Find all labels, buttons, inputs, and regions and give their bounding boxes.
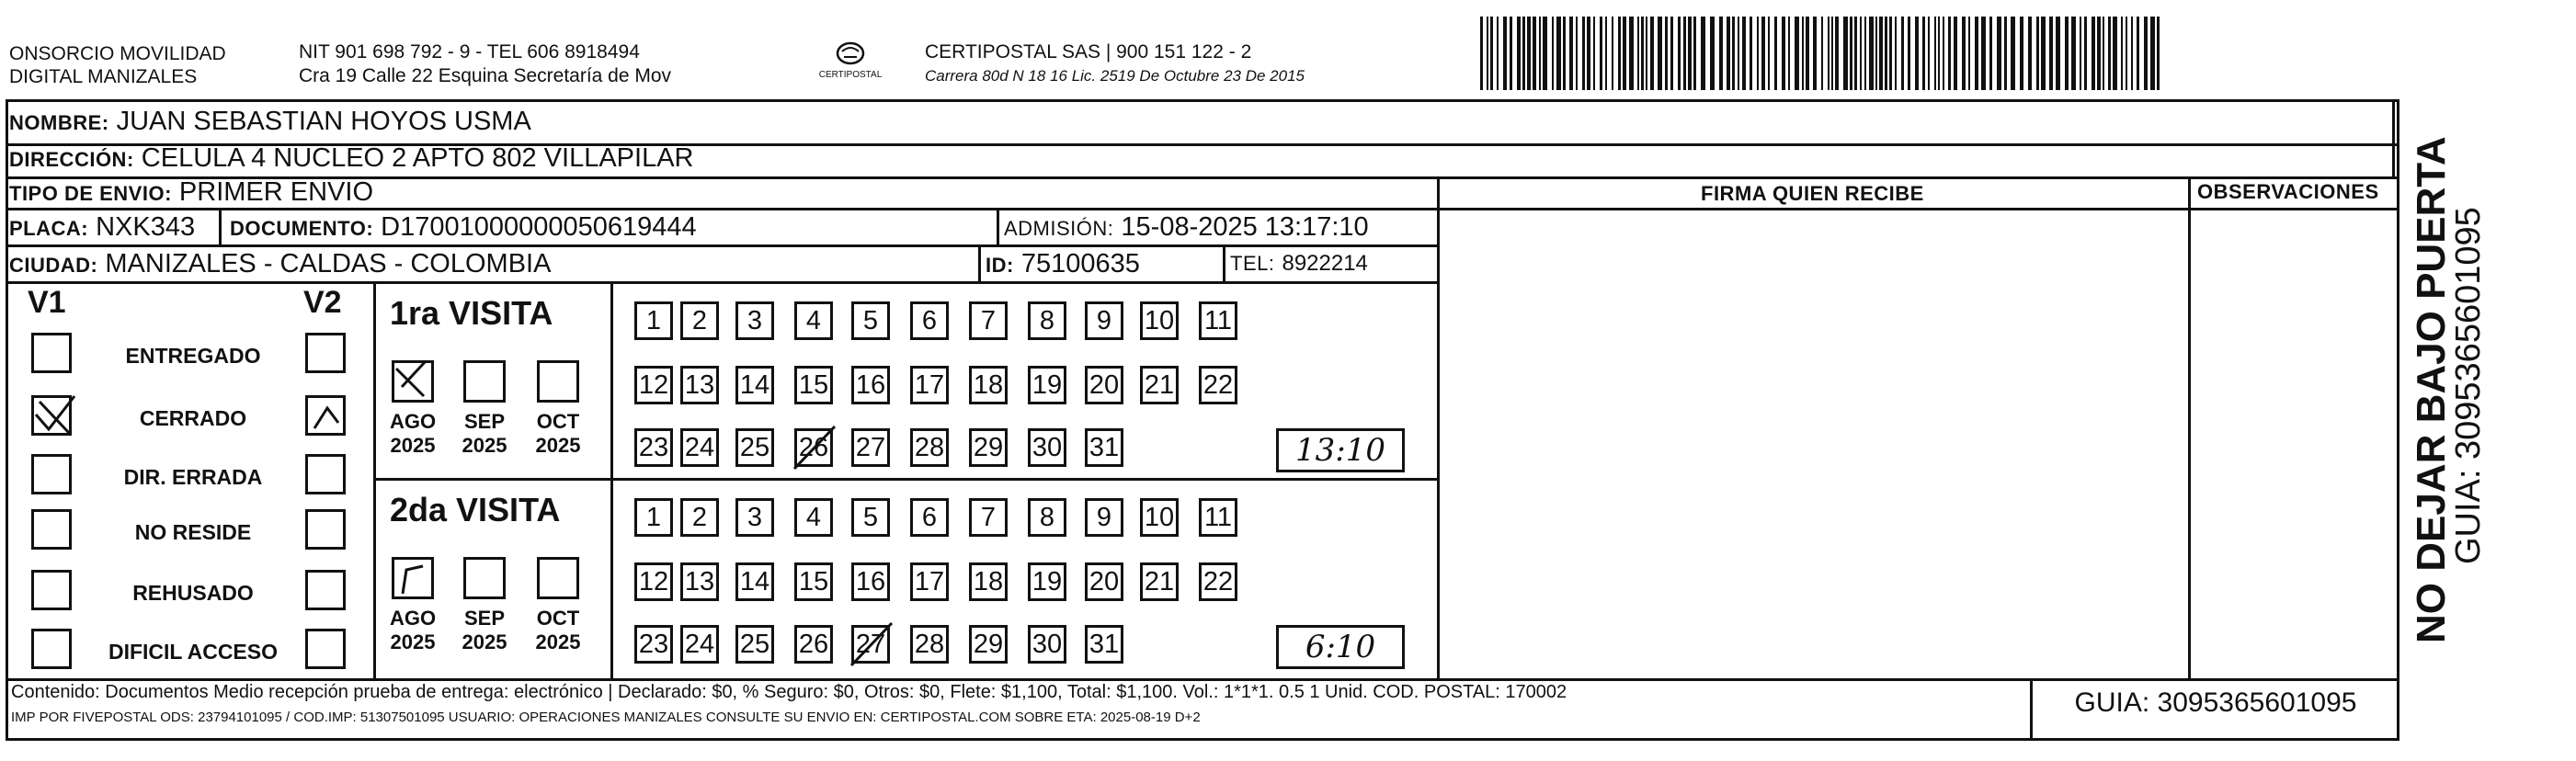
address-value: CELULA 4 NUCLEO 2 APTO 802 VILLAPILAR — [141, 143, 694, 173]
day-box[interactable]: 17 — [910, 562, 949, 601]
v2-checkbox[interactable] — [305, 395, 346, 436]
divider — [997, 210, 999, 244]
id-label: ID: — [986, 254, 1014, 277]
day-box[interactable]: 4 — [794, 301, 833, 340]
barcode-bar — [1768, 17, 1770, 90]
tel-value: 8922214 — [1282, 251, 1368, 276]
divider — [978, 246, 981, 281]
send-type-row — [9, 177, 373, 208]
id-field — [986, 249, 1140, 279]
barcode-bar — [1962, 17, 1966, 90]
month-name: OCT — [536, 410, 580, 433]
address-row — [9, 143, 694, 174]
day-box[interactable]: 5 — [851, 301, 890, 340]
barcode-bar — [1915, 17, 1919, 90]
day-box[interactable]: 6 — [910, 301, 949, 340]
barcode-bar — [1795, 17, 1799, 90]
barcode-bar — [1954, 17, 1957, 90]
day-box[interactable]: 9 — [1085, 498, 1123, 537]
visit-time[interactable]: 13:10 — [1276, 428, 1405, 472]
barcode-bar — [2092, 17, 2095, 90]
v2-checkbox[interactable] — [305, 454, 346, 494]
day-box[interactable]: 11 — [1199, 498, 1237, 537]
document-value: D17001000000050619444 — [381, 212, 697, 242]
divider — [1223, 246, 1225, 281]
barcode-bar — [1843, 17, 1848, 90]
plate-value: NXK343 — [96, 212, 196, 242]
barcode-bar — [1879, 17, 1883, 90]
status-label: DIR. ERRADA — [123, 465, 263, 489]
month-label — [526, 410, 590, 458]
month-checkbox[interactable] — [392, 557, 434, 599]
day-box[interactable]: 27 — [851, 625, 890, 664]
side-warning: NO DEJAR BAJO PUERTA — [2409, 136, 2454, 643]
barcode-bar — [1938, 17, 1940, 90]
month-label — [452, 410, 517, 458]
barcode-bar — [1497, 17, 1499, 90]
name-value: JUAN SEBASTIAN HOYOS USMA — [116, 107, 531, 136]
day-box[interactable]: 22 — [1199, 562, 1237, 601]
month-name: AGO — [389, 607, 437, 630]
barcode-bar — [2113, 17, 2117, 90]
consortium-name-line1: ONSORCIO MOVILIDAD — [9, 43, 226, 64]
barcode-bar — [1934, 17, 1936, 90]
barcode — [1480, 17, 2162, 90]
day-box[interactable]: 23 — [634, 428, 673, 467]
barcode-bar — [2071, 17, 2076, 90]
barcode-bar — [1646, 17, 1647, 90]
barcode-bar — [1533, 17, 1536, 90]
divider — [1437, 176, 1440, 678]
barcode-bar — [2144, 17, 2148, 90]
barcode-bar — [1761, 17, 1765, 90]
contents-line: Contenido: Documentos Medio recepción prueba de entrega: electrónico | Declarado: $0, % Seguro: $0, Otros: $0, Flete: $1,100, Total: $1,100. Vol.: 1*1*1. 0.5 1 Unid. COD. POSTAL: 170002 — [11, 682, 1567, 702]
barcode-bar — [2036, 17, 2039, 90]
barcode-bar — [2049, 17, 2053, 90]
barcode-bar — [1835, 17, 1839, 90]
barcode-bar — [1782, 17, 1785, 90]
day-box[interactable]: 12 — [634, 366, 673, 404]
barcode-bar — [1806, 17, 1809, 90]
barcode-bar — [1738, 17, 1739, 90]
day-box[interactable]: 15 — [794, 562, 833, 601]
barcode-bar — [1975, 17, 1978, 90]
barcode-bar — [1637, 17, 1639, 90]
month-year: 2025 — [535, 434, 581, 457]
barcode-bar — [1710, 17, 1715, 90]
barcode-bar — [1821, 17, 1823, 90]
day-box[interactable]: 25 — [735, 625, 774, 664]
month-label — [381, 607, 445, 654]
day-box[interactable]: 6 — [910, 498, 949, 537]
barcode-bar — [2041, 17, 2046, 90]
check-mark-icon — [305, 395, 346, 436]
barcode-bar — [1928, 17, 1930, 90]
day-box[interactable]: 23 — [634, 625, 673, 664]
month-name: SEP — [463, 607, 506, 630]
divider — [6, 208, 2399, 210]
barcode-bar — [1869, 17, 1874, 90]
barcode-bar — [1719, 17, 1723, 90]
day-box[interactable]: 11 — [1199, 301, 1237, 340]
day-box[interactable]: 7 — [969, 301, 1008, 340]
day-box[interactable]: 21 — [1140, 562, 1179, 601]
barcode-bar — [1605, 17, 1607, 90]
barcode-bar — [1543, 17, 1547, 90]
barcode-bar — [1688, 17, 1692, 90]
barcode-bar — [1854, 17, 1857, 90]
day-box[interactable]: 28 — [910, 625, 949, 664]
barcode-bar — [1885, 17, 1887, 90]
status-label: NO RESIDE — [134, 520, 252, 544]
day-box[interactable]: 31 — [1085, 428, 1123, 467]
barcode-bar — [1701, 17, 1705, 90]
check-mark-icon — [392, 557, 434, 599]
barcode-bar — [1487, 17, 1488, 90]
month-year: 2025 — [390, 434, 436, 457]
month-checkbox[interactable] — [463, 557, 506, 599]
barcode-bar — [1503, 17, 1507, 90]
address-line: Cra 19 Calle 22 Esquina Secretaría de Mov — [299, 65, 672, 86]
barcode-bar — [1895, 17, 1897, 90]
tel-field — [1230, 251, 1368, 277]
barcode-bar — [1618, 17, 1621, 90]
barcode-bar — [1522, 17, 1525, 90]
barcode-bar — [1922, 17, 1925, 90]
month-year: 2025 — [462, 434, 507, 457]
day-box[interactable]: 2 — [680, 301, 719, 340]
barcode-bar — [1623, 17, 1626, 90]
day-box[interactable]: 28 — [910, 428, 949, 467]
v2-label: V2 — [303, 285, 342, 320]
admission-field — [1004, 212, 1369, 243]
month-label — [526, 607, 590, 654]
barcode-bar — [1774, 17, 1777, 90]
logo-icon — [809, 37, 892, 92]
barcode-bar — [2121, 17, 2123, 90]
barcode-bar — [1556, 17, 1561, 90]
status-label: REHUSADO — [132, 581, 254, 605]
observaciones-label: OBSERVACIONES — [2197, 180, 2379, 203]
barcode-bar — [1831, 17, 1833, 90]
visit-title: 1ra VISITA — [390, 294, 553, 332]
barcode-bar — [1901, 17, 1904, 90]
day-box[interactable]: 31 — [1085, 625, 1123, 664]
barcode-bar — [1750, 17, 1752, 90]
day-box[interactable]: 13 — [680, 366, 719, 404]
barcode-bar — [1517, 17, 1521, 90]
barcode-bar — [1563, 17, 1566, 90]
day-box[interactable]: 19 — [1028, 366, 1066, 404]
month-year: 2025 — [535, 630, 581, 653]
city-label: CIUDAD: — [9, 254, 98, 277]
imp-line: IMP POR FIVEPOSTAL ODS: 23794101095 / COD.IMP: 51307501095 USUARIO: OPERACIONES MANIZALES CONSULTE SU ENVIO EN: CERTIPOSTAL.COM SOBRE ETA: 2025-08-19 D+2 — [11, 710, 1201, 725]
barcode-bar — [1582, 17, 1585, 90]
day-box[interactable]: 5 — [851, 498, 890, 537]
barcode-bar — [1943, 17, 1944, 90]
barcode-bar — [1587, 17, 1590, 90]
day-box[interactable]: 29 — [969, 625, 1008, 664]
barcode-bar — [1788, 17, 1790, 90]
id-value: 75100635 — [1020, 249, 1140, 278]
day-box[interactable]: 26 — [794, 625, 833, 664]
day-box[interactable]: 12 — [634, 562, 673, 601]
day-box[interactable]: 27 — [851, 428, 890, 467]
barcode-bar — [1860, 17, 1862, 90]
day-box[interactable]: 30 — [1028, 428, 1066, 467]
barcode-bar — [1908, 17, 1910, 90]
nit-line: NIT 901 698 792 - 9 - TEL 606 8918494 — [299, 41, 640, 62]
city-field — [9, 249, 551, 279]
certipostal-logo — [809, 37, 892, 92]
barcode-bar — [1828, 17, 1829, 90]
month-checkbox[interactable] — [537, 360, 579, 403]
day-box[interactable]: 13 — [680, 562, 719, 601]
barcode-bar — [1732, 17, 1735, 90]
guia-box: GUIA: 3095365601095 — [2074, 687, 2357, 718]
barcode-bar — [1650, 17, 1654, 90]
check-mark-icon — [389, 356, 437, 403]
divider — [219, 210, 222, 244]
consortium-name-line2: DIGITAL MANIZALES — [9, 66, 198, 87]
license-line: Carrera 80d N 18 16 Lic. 2519 De Octubre 23 De 2015 — [925, 67, 1305, 85]
barcode-bar — [1552, 17, 1554, 90]
city-value: MANIZALES - CALDAS - COLOMBIA — [105, 249, 552, 278]
divider — [373, 478, 1438, 481]
name-label: NOMBRE: — [9, 111, 109, 134]
divider — [6, 281, 1440, 284]
barcode-bar — [1889, 17, 1892, 90]
barcode-bar — [2150, 17, 2155, 90]
v1-label: V1 — [28, 285, 66, 320]
status-label: ENTREGADO — [125, 344, 261, 368]
barcode-bar — [1968, 17, 1970, 90]
day-box[interactable]: 20 — [1085, 366, 1123, 404]
side-guia: GUIA: 3095365601095 — [2449, 207, 2488, 564]
day-box[interactable]: 8 — [1028, 498, 1066, 537]
company-line: CERTIPOSTAL SAS | 900 151 122 - 2 — [925, 41, 1252, 62]
firma-label: FIRMA QUIEN RECIBE — [1701, 182, 1924, 205]
barcode-bar — [1948, 17, 1951, 90]
day-box[interactable]: 17 — [910, 366, 949, 404]
status-label: DIFICIL ACCESO — [108, 640, 278, 664]
barcode-bar — [1997, 17, 2001, 90]
barcode-bar — [1600, 17, 1602, 90]
admission-label: ADMISIÓN: — [1004, 217, 1114, 240]
barcode-bar — [1641, 17, 1644, 90]
barcode-bar — [1727, 17, 1730, 90]
day-box[interactable]: 2 — [680, 498, 719, 537]
month-label — [381, 410, 445, 458]
barcode-bar — [1981, 17, 1986, 90]
barcode-bar — [1875, 17, 1877, 90]
document-field — [230, 212, 697, 243]
barcode-bar — [1629, 17, 1634, 90]
day-box[interactable]: 15 — [794, 366, 833, 404]
v2-checkbox[interactable] — [305, 333, 346, 373]
divider — [2030, 678, 2033, 741]
month-year: 2025 — [462, 630, 507, 653]
day-box[interactable]: 30 — [1028, 625, 1066, 664]
barcode-bar — [2028, 17, 2032, 90]
barcode-bar — [1742, 17, 1746, 90]
day-box[interactable]: 3 — [735, 498, 774, 537]
barcode-bar — [1757, 17, 1759, 90]
barcode-bar — [2108, 17, 2111, 90]
day-box[interactable]: 7 — [969, 498, 1008, 537]
barcode-bar — [1665, 17, 1668, 90]
day-box[interactable]: 18 — [969, 366, 1008, 404]
document-label: DOCUMENTO: — [230, 217, 374, 240]
month-name: SEP — [463, 410, 506, 433]
barcode-bar — [2011, 17, 2015, 90]
divider — [2188, 176, 2191, 678]
day-box[interactable]: 8 — [1028, 301, 1066, 340]
barcode-bar — [2131, 17, 2133, 90]
barcode-bar — [2080, 17, 2081, 90]
barcode-bar — [2065, 17, 2069, 90]
barcode-bar — [1539, 17, 1541, 90]
visit-time[interactable]: 6:10 — [1276, 625, 1405, 669]
barcode-bar — [1527, 17, 1531, 90]
barcode-bar — [2056, 17, 2060, 90]
barcode-bar — [1490, 17, 1493, 90]
barcode-bar — [1802, 17, 1804, 90]
day-box[interactable]: 22 — [1199, 366, 1237, 404]
day-box[interactable]: 21 — [1140, 366, 1179, 404]
barcode-bar — [1510, 17, 1512, 90]
barcode-bar — [1593, 17, 1595, 90]
plate-field — [9, 212, 195, 243]
barcode-bar — [2097, 17, 2101, 90]
visit-title: 2da VISITA — [390, 491, 561, 528]
v2-checkbox[interactable] — [305, 570, 346, 610]
name-row — [9, 107, 531, 137]
day-box[interactable]: 24 — [680, 625, 719, 664]
day-box[interactable]: 25 — [735, 428, 774, 467]
v2-checkbox[interactable] — [305, 629, 346, 669]
day-box[interactable]: 16 — [851, 562, 890, 601]
barcode-bar — [1658, 17, 1662, 90]
day-box[interactable]: 3 — [735, 301, 774, 340]
v2-checkbox[interactable] — [305, 509, 346, 550]
day-box[interactable]: 14 — [735, 562, 774, 601]
day-box[interactable]: 1 — [634, 498, 673, 537]
day-box[interactable]: 1 — [634, 301, 673, 340]
day-box[interactable]: 18 — [969, 562, 1008, 601]
day-box[interactable]: 29 — [969, 428, 1008, 467]
barcode-bar — [1569, 17, 1573, 90]
barcode-bar — [1850, 17, 1852, 90]
barcode-bar — [1480, 17, 1483, 90]
barcode-bar — [2020, 17, 2023, 90]
barcode-bar — [2084, 17, 2087, 90]
divider — [2392, 99, 2395, 176]
day-box[interactable]: 16 — [851, 366, 890, 404]
month-name: AGO — [389, 410, 437, 433]
month-label — [452, 607, 517, 654]
month-year: 2025 — [390, 630, 436, 653]
day-box[interactable]: 14 — [735, 366, 774, 404]
barcode-bar — [1612, 17, 1613, 90]
tel-label: TEL: — [1230, 252, 1275, 275]
month-checkbox[interactable] — [463, 360, 506, 403]
barcode-bar — [1864, 17, 1866, 90]
logo-text: CERTIPOSTAL — [818, 70, 883, 80]
barcode-bar — [1813, 17, 1817, 90]
barcode-bar — [1693, 17, 1696, 90]
barcode-bar — [1989, 17, 1992, 90]
barcode-bar — [2137, 17, 2139, 90]
address-label: DIRECCIÓN: — [9, 148, 134, 171]
barcode-bar — [2103, 17, 2104, 90]
barcode-bar — [1678, 17, 1681, 90]
month-checkbox[interactable] — [392, 360, 434, 403]
divider — [6, 678, 2399, 681]
status-label: CERRADO — [139, 406, 247, 430]
barcode-bar — [2157, 17, 2160, 90]
month-checkbox[interactable] — [537, 557, 579, 599]
barcode-bar — [1576, 17, 1578, 90]
barcode-bar — [1670, 17, 1673, 90]
barcode-bar — [1683, 17, 1686, 90]
plate-label: PLACA: — [9, 217, 89, 240]
day-box[interactable]: 26 — [794, 428, 833, 467]
send-type-value: PRIMER ENVIO — [178, 177, 374, 207]
barcode-bar — [2004, 17, 2007, 90]
barcode-bar — [2126, 17, 2127, 90]
admission-value: 15-08-2025 13:17:10 — [1121, 212, 1369, 242]
day-box[interactable]: 24 — [680, 428, 719, 467]
day-box[interactable]: 9 — [1085, 301, 1123, 340]
day-box[interactable]: 4 — [794, 498, 833, 537]
month-name: OCT — [536, 607, 580, 630]
day-box[interactable]: 10 — [1140, 301, 1179, 340]
day-box[interactable]: 19 — [1028, 562, 1066, 601]
day-box[interactable]: 10 — [1140, 498, 1179, 537]
send-type-label: TIPO DE ENVIO: — [9, 182, 172, 205]
day-box[interactable]: 20 — [1085, 562, 1123, 601]
